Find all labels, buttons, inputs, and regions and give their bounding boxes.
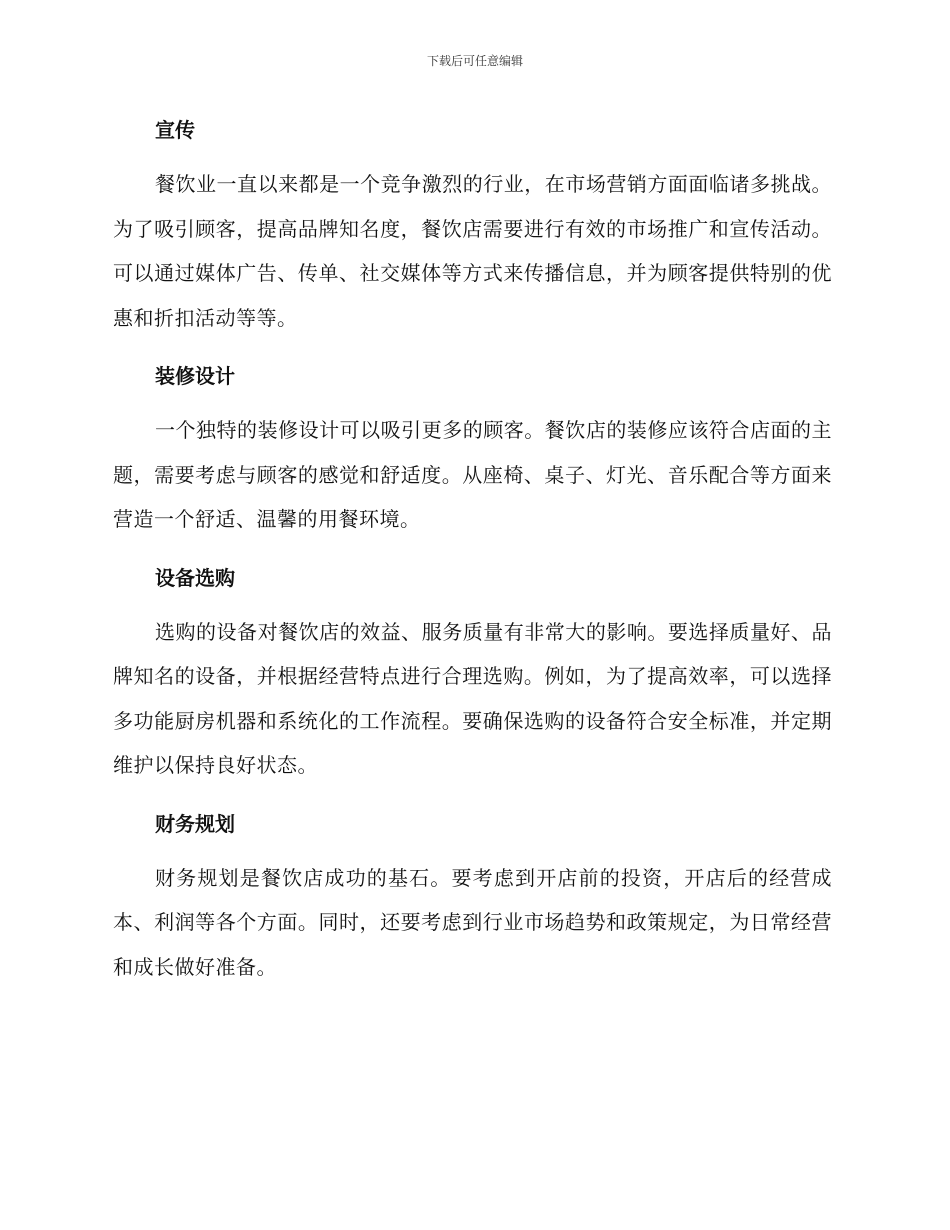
section-body: 一个独特的装修设计可以吸引更多的顾客。餐饮店的装修应该符合店面的主题，需要考虑与顾客的感觉和舒适度。从座椅、桌子、灯光、音乐配合等方面来营造一个舒适、温馨的用餐环境。	[113, 418, 832, 531]
section-body: 财务规划是餐饮店成功的基石。要考虑到开店前的投资，开店后的经营成本、利润等各个方面。同时，还要考虑到行业市场趋势和政策规定，为日常经营和成长做好准备。	[113, 865, 832, 979]
section-body: 餐饮业一直以来都是一个竞争激烈的行业，在市场营销方面面临诸多挑战。为了吸引顾客，提高品牌知名度，餐饮店需要进行有效的市场推广和宣传活动。可以通过媒体广告、传单、社交媒体等方式来传播信息，并为顾客提供特别的优惠和折扣活动等等。	[113, 172, 832, 330]
section-decoration-design	[113, 354, 832, 542]
section-title: 财务规划	[155, 811, 235, 836]
section-equipment-purchase	[113, 556, 832, 788]
section-title: 宣传	[155, 118, 195, 142]
section-title: 设备选购	[155, 565, 235, 590]
section-financial-planning	[113, 802, 832, 990]
document-content	[113, 108, 832, 1003]
section-body: 选购的设备对餐饮店的效益、服务质量有非常大的影响。要选择质量好、品牌知名的设备，并根据经营特点进行合理选购。例如，为了提高效率，可以选择多功能厨房机器和系统化的工作流程。要确保选购的设备符合安全标准，并定期维护以保持良好状态。	[113, 619, 832, 777]
section-publicity	[113, 108, 832, 340]
section-title: 装修设计	[155, 364, 235, 388]
header-note: 下载后可任意编辑	[426, 54, 523, 68]
